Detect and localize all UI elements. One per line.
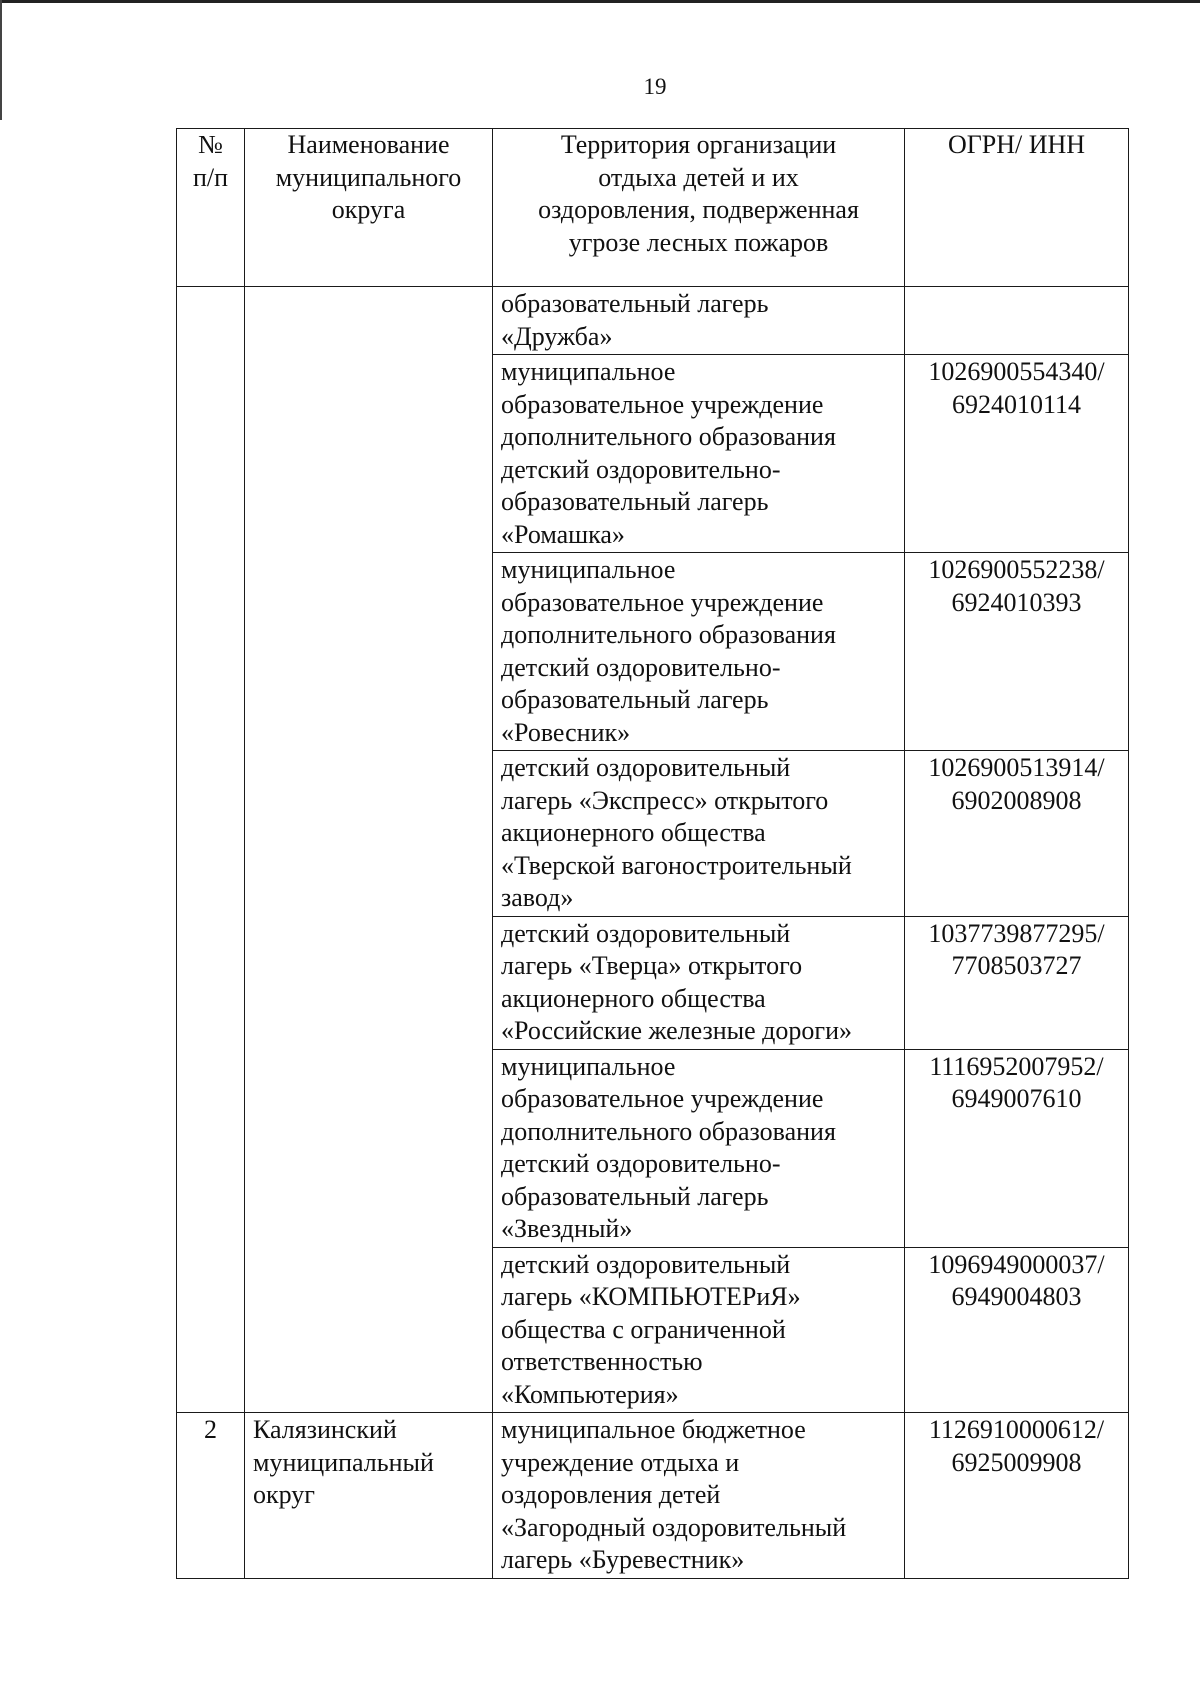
district-line: округ (253, 1480, 315, 1509)
organization-line: образовательный лагерь (501, 289, 769, 318)
header-territory-line: угрозе лесных пожаров (568, 227, 829, 257)
organization-line: образовательный лагерь (501, 487, 769, 516)
header-ogrn-line: ОГРН/ ИНН (947, 130, 1086, 159)
ogrn-inn-line: 1116952007952/ (929, 1051, 1104, 1081)
ogrn-inn-line: 7708503727 (951, 951, 1082, 980)
organization-line: образовательное учреждение (501, 389, 824, 419)
district-cell (245, 1413, 493, 1579)
header-district-line: округа (331, 195, 406, 224)
organization-cell (493, 553, 905, 751)
table-row (177, 1413, 1129, 1579)
ogrn-inn-line: 1037739877295/ (928, 918, 1105, 948)
district-cell (245, 287, 493, 1413)
registry-table (176, 128, 1129, 1579)
organization-line: муниципальное (501, 1051, 676, 1081)
organization-line: «Ромашка» (501, 519, 625, 549)
organization-line: «Тверской вагоностроительный (501, 850, 852, 880)
header-territory-line: отдыха детей и их (598, 162, 799, 192)
ogrn-inn-line: 1026900513914/ (928, 753, 1105, 782)
header-num (177, 129, 245, 287)
organization-line: муниципальное (501, 357, 676, 386)
organization-line: лагерь «Экспресс» открытого (501, 785, 829, 815)
header-ogrn (905, 129, 1129, 287)
organization-line: лагерь «Тверца» открытого (501, 951, 803, 980)
organization-cell (493, 916, 905, 1049)
organization-cell (493, 1413, 905, 1579)
organization-cell (493, 1049, 905, 1247)
ogrn-inn-line: 6949007610 (951, 1084, 1082, 1113)
row-number-cell: 2 (177, 1413, 245, 1579)
district-line: Калязинский (253, 1415, 397, 1444)
organization-cell (493, 1247, 905, 1413)
organization-line: дополнительного образования (501, 422, 836, 451)
ogrn-inn-cell (905, 355, 1129, 553)
ogrn-inn-cell (905, 751, 1129, 917)
table-row (177, 287, 1129, 355)
ogrn-inn-line: 6902008908 (951, 785, 1082, 815)
organization-cell (493, 751, 905, 917)
organization-line: общества с ограниченной (501, 1314, 786, 1344)
header-district-line: Наименование (287, 130, 450, 159)
organization-line: дополнительного образования (501, 1116, 836, 1146)
header-district-line: муниципального (275, 162, 462, 192)
organization-line: учреждение отдыха и (501, 1447, 740, 1477)
organization-line: детский оздоровительный (501, 753, 791, 782)
organization-line: детский оздоровительно- (501, 652, 781, 682)
header-territory (493, 129, 905, 287)
ogrn-inn-cell (905, 553, 1129, 751)
scan-top-edge (0, 0, 1200, 3)
organization-line: образовательное учреждение (501, 587, 824, 617)
header-num-line: п/п (192, 162, 229, 192)
organization-line: детский оздоровительный (501, 1249, 791, 1279)
organization-line: ответственностью (501, 1347, 703, 1376)
organization-line: завод» (501, 883, 574, 912)
organization-line: «Компьютерия» (501, 1379, 679, 1409)
organization-line: дополнительного образования (501, 620, 836, 649)
ogrn-inn-line: 6949004803 (951, 1282, 1082, 1311)
organization-line: «Российские железные дороги» (501, 1016, 852, 1045)
organization-line: «Дружба» (501, 321, 613, 351)
ogrn-inn-cell (905, 287, 1129, 355)
ogrn-inn-line: 1026900552238/ (928, 555, 1105, 584)
organization-line: детский оздоровительно- (501, 454, 781, 484)
ogrn-inn-cell (905, 916, 1129, 1049)
header-num-line: № (198, 130, 223, 159)
page-number: 19 (643, 74, 667, 99)
organization-line: лагерь «Буревестник» (501, 1545, 745, 1574)
organization-line: акционерного общества (501, 983, 766, 1013)
header-district (245, 129, 493, 287)
header-territory-line: оздоровления, подверженная (538, 195, 859, 224)
header-row (177, 129, 1129, 287)
organization-line: акционерного общества (501, 818, 766, 847)
ogrn-inn-line: 6925009908 (951, 1447, 1082, 1477)
district-line: муниципальный (253, 1447, 434, 1477)
row-number-cell (177, 287, 245, 1413)
organization-cell (493, 287, 905, 355)
organization-line: лагерь «КОМПЬЮТЕРиЯ» (501, 1282, 801, 1311)
organization-line: детский оздоровительно- (501, 1149, 781, 1178)
ogrn-inn-cell (905, 1247, 1129, 1413)
organization-line: образовательное учреждение (501, 1084, 824, 1113)
organization-line: «Загородный оздоровительный (501, 1512, 847, 1542)
ogrn-inn-line: 6924010114 (951, 389, 1082, 419)
ogrn-inn-cell (905, 1413, 1129, 1579)
ogrn-inn-cell (905, 1049, 1129, 1247)
organization-line: детский оздоровительный (501, 918, 791, 948)
organization-cell (493, 355, 905, 553)
ogrn-inn-line: 6924010393 (951, 587, 1082, 617)
header-territory-line: Территория организации (560, 130, 837, 159)
ogrn-inn-line: 1126910000612/ (928, 1415, 1105, 1444)
organization-line: «Ровесник» (501, 717, 631, 747)
ogrn-inn-line: 1026900554340/ (928, 357, 1105, 386)
organization-line: образовательный лагерь (501, 1181, 769, 1211)
organization-line: муниципальное бюджетное (501, 1415, 806, 1444)
organization-line: образовательный лагерь (501, 685, 769, 714)
organization-line: муниципальное (501, 555, 676, 584)
table-body (177, 287, 1129, 1579)
ogrn-inn-line: 1096949000037/ (928, 1249, 1105, 1279)
scan-left-edge (0, 0, 2, 120)
organization-line: «Звездный» (501, 1214, 633, 1243)
organization-line: оздоровления детей (501, 1480, 721, 1509)
